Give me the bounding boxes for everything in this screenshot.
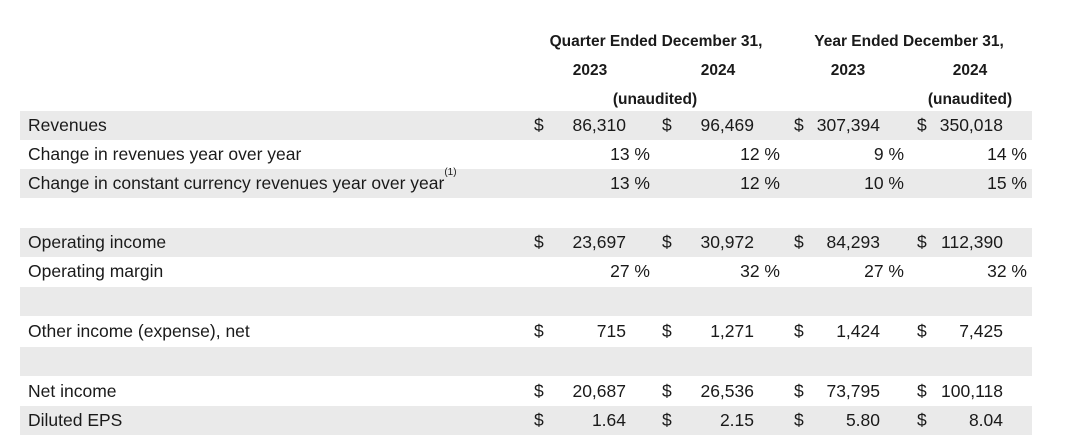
q2024-value: 12 % bbox=[740, 144, 780, 164]
header-year-title: Year Ended December 31, bbox=[814, 33, 1004, 50]
currency-sign: $ bbox=[534, 232, 544, 252]
currency-sign: $ bbox=[917, 232, 927, 252]
currency-sign: $ bbox=[662, 115, 672, 135]
y2024-value: 32 % bbox=[987, 261, 1027, 281]
currency-sign: $ bbox=[917, 381, 927, 401]
row-label: Diluted EPS bbox=[28, 410, 123, 430]
y2024-value: 8.04 bbox=[968, 410, 1003, 430]
table-row-operating-margin bbox=[20, 257, 1032, 286]
q2024-value: 2.15 bbox=[719, 410, 754, 430]
row-label: Net income bbox=[28, 381, 117, 401]
currency-sign: $ bbox=[794, 115, 804, 135]
currency-sign: $ bbox=[794, 232, 804, 252]
header-quarter-unaudited: (unaudited) bbox=[612, 91, 698, 108]
table-row-other-income bbox=[20, 317, 1032, 346]
q2024-value: 1,271 bbox=[710, 321, 754, 341]
q2023-value: 23,697 bbox=[572, 232, 626, 252]
q2024-value: 26,536 bbox=[700, 381, 754, 401]
row-label: Change in revenues year over year bbox=[28, 144, 302, 164]
y2023-value: 5.80 bbox=[845, 410, 880, 430]
q2024-value: 12 % bbox=[740, 173, 780, 193]
q2023-value: 1.64 bbox=[591, 410, 626, 430]
currency-sign: $ bbox=[917, 410, 927, 430]
q2024-value: 32 % bbox=[740, 261, 780, 281]
currency-sign: $ bbox=[662, 232, 672, 252]
table-row-net-income bbox=[20, 377, 1032, 406]
table-row-revenues bbox=[20, 111, 1032, 140]
q2023-value: 13 % bbox=[610, 173, 650, 193]
y2024-value: 7,425 bbox=[959, 321, 1003, 341]
currency-sign: $ bbox=[534, 410, 544, 430]
header-year-2023: 2023 bbox=[830, 62, 866, 79]
currency-sign: $ bbox=[917, 321, 927, 341]
header-quarter-2023: 2023 bbox=[572, 62, 608, 79]
currency-sign: $ bbox=[917, 115, 927, 135]
y2024-value: 112,390 bbox=[941, 232, 1003, 252]
header-year-2024: 2024 bbox=[952, 62, 988, 79]
q2023-value: 13 % bbox=[610, 144, 650, 164]
y2024-value: 100,118 bbox=[941, 381, 1003, 401]
currency-sign: $ bbox=[794, 410, 804, 430]
header-quarter-2024: 2024 bbox=[700, 62, 736, 79]
table-row-revenue-change bbox=[20, 140, 1032, 169]
row-label: Operating margin bbox=[28, 261, 164, 281]
y2023-value: 27 % bbox=[864, 261, 904, 281]
spacer-row bbox=[20, 287, 1032, 316]
q2023-value: 715 bbox=[596, 321, 626, 341]
q2023-value: 86,310 bbox=[572, 115, 626, 135]
currency-sign: $ bbox=[534, 115, 544, 135]
row-label: Other income (expense), net bbox=[28, 321, 250, 341]
row-label: Change in constant currency revenues year over year$^{(1)}$ bbox=[28, 167, 457, 193]
row-label: Revenues bbox=[28, 115, 107, 135]
currency-sign: $ bbox=[534, 321, 544, 341]
y2023-value: 73,795 bbox=[826, 381, 880, 401]
currency-sign: $ bbox=[662, 410, 672, 430]
header-year-unaudited: (unaudited) bbox=[927, 91, 1013, 108]
y2023-value: 9 % bbox=[873, 144, 904, 164]
y2023-value: 1,424 bbox=[836, 321, 880, 341]
currency-sign: $ bbox=[534, 381, 544, 401]
y2023-value: 307,394 bbox=[816, 115, 880, 135]
spacer-row bbox=[20, 347, 1032, 376]
q2023-value: 27 % bbox=[610, 261, 650, 281]
q2023-value: 20,687 bbox=[572, 381, 626, 401]
table-row-operating-income bbox=[20, 228, 1032, 257]
currency-sign: $ bbox=[794, 381, 804, 401]
y2023-value: 84,293 bbox=[826, 232, 880, 252]
row-label: Operating income bbox=[28, 232, 167, 252]
y2024-value: 350,018 bbox=[939, 115, 1003, 135]
table-row-diluted-eps bbox=[20, 406, 1032, 435]
header-quarter-title: Quarter Ended December 31, bbox=[549, 33, 763, 50]
currency-sign: $ bbox=[794, 321, 804, 341]
spacer-row bbox=[20, 198, 1032, 227]
y2024-value: 15 % bbox=[987, 173, 1027, 193]
q2024-value: 96,469 bbox=[700, 115, 754, 135]
currency-sign: $ bbox=[662, 381, 672, 401]
table-row-constant-currency-change bbox=[20, 169, 1032, 198]
y2023-value: 10 % bbox=[864, 173, 904, 193]
footnote-marker: (1) bbox=[444, 167, 457, 179]
currency-sign: $ bbox=[662, 321, 672, 341]
q2024-value: 30,972 bbox=[700, 232, 754, 252]
y2024-value: 14 % bbox=[987, 144, 1027, 164]
